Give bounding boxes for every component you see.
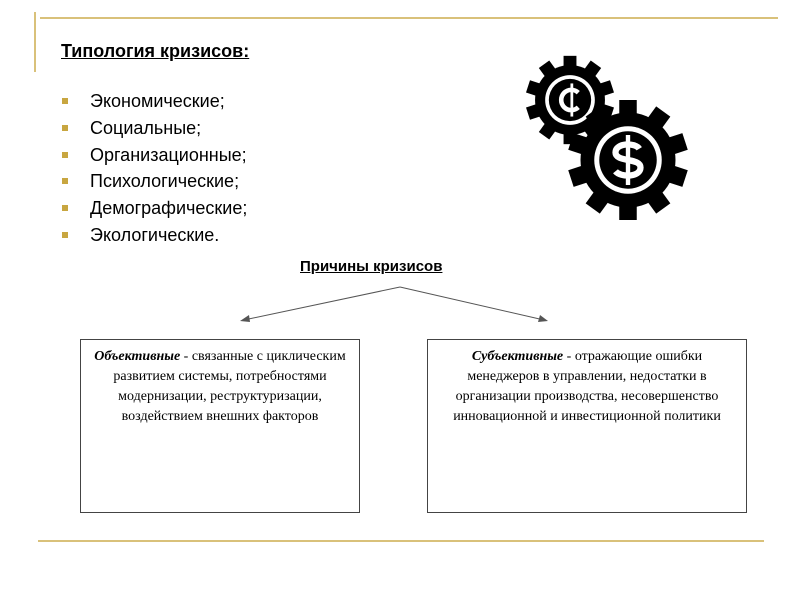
list-item-text: Экологические.	[90, 224, 220, 245]
list-item-text: Экономические;	[90, 91, 225, 111]
list-item-text: Психологические;	[90, 171, 240, 192]
bottom-border-line	[38, 540, 764, 542]
objective-term: Объективные	[94, 349, 181, 364]
subjective-causes-box	[427, 339, 747, 513]
connector-left-line	[244, 287, 400, 320]
arrowhead-left-icon	[240, 315, 250, 322]
typology-title: Типология кризисов:	[61, 41, 250, 61]
subjective-description: - отражающие ошибки менеджеров в управлении, недостатки в организации производства, несовершенство инновационной и инвестиционной политики	[453, 349, 721, 424]
objective-description: - связанные с циклическим развитием системы, потребностями модернизации, реструктуризации, воздействием внешних факторов	[113, 349, 346, 424]
objective-causes-box	[80, 339, 360, 513]
list-item-text: Организационные;	[90, 144, 247, 165]
arrowhead-right-icon	[538, 315, 548, 322]
connector-right-line	[400, 287, 544, 320]
list-item-text: Социальные;	[90, 117, 202, 138]
list-item-text: Демографические;	[90, 198, 248, 219]
causes-title: Причины кризисов	[300, 258, 443, 275]
subjective-term: Субъективные	[471, 349, 564, 364]
